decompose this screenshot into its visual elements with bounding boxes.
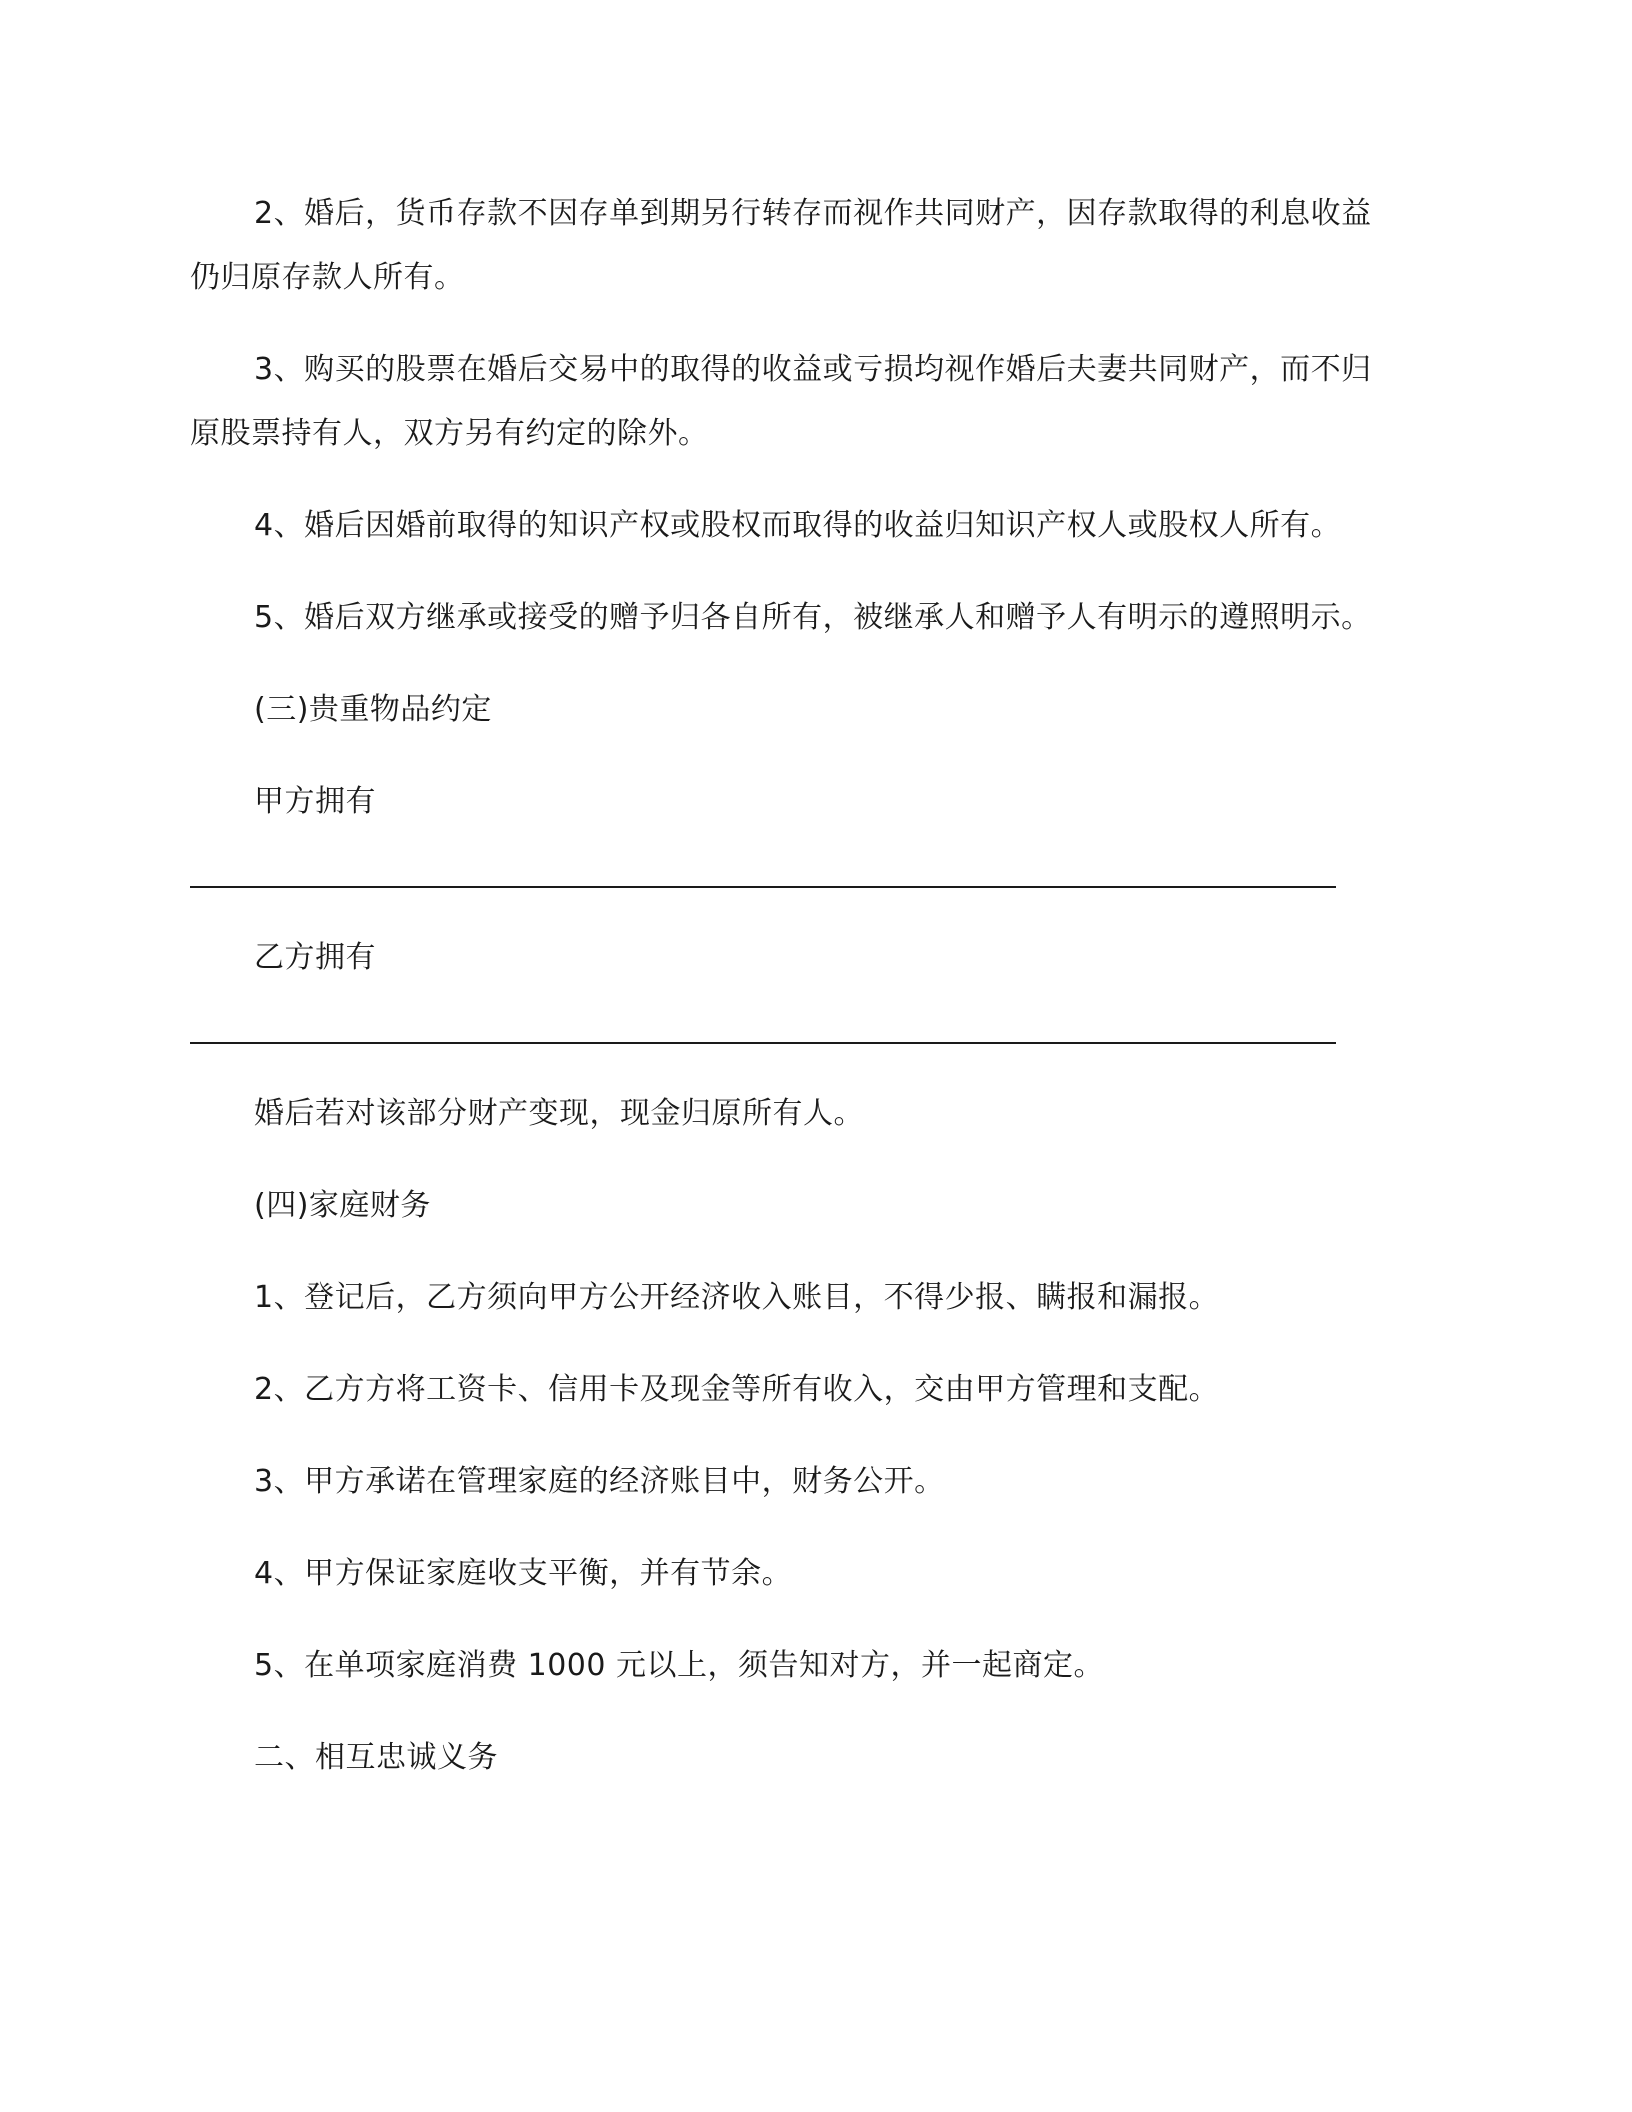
heading-family-finance: (四)家庭财务 [254,1188,431,1223]
paragraph-stock-line-2: 原股票持有人，双方另有约定的除外。 [190,416,709,451]
paragraph-inheritance: 5、婚后双方继承或接受的赠予归各自所有，被继承人和赠予人有明示的遵照明示。 [254,600,1372,635]
heading-mutual-loyalty: 二、相互忠诚义务 [254,1740,498,1775]
paragraph-stock-line-1: 3、购买的股票在婚后交易中的取得的收益或亏损均视作婚后夫妻共同财产，而不归 [254,352,1372,387]
finance-item-2: 2、乙方方将工资卡、信用卡及现金等所有收入，交由甲方管理和支配。 [254,1372,1220,1407]
finance-item-4: 4、甲方保证家庭收支平衡，并有节余。 [254,1556,793,1591]
paragraph-deposit-line-1: 2、婚后，货币存款不因存单到期另行转存而视作共同财产，因存款取得的利息收益 [254,196,1372,231]
finance-item-1: 1、登记后，乙方须向甲方公开经济收入账目，不得少报、瞒报和漏报。 [254,1280,1220,1315]
blank-line-party-a [190,886,1336,888]
finance-item-5: 5、在单项家庭消费 1000 元以上，须告知对方，并一起商定。 [254,1648,1105,1683]
heading-valuables: (三)贵重物品约定 [254,692,492,727]
finance-item-3: 3、甲方承诺在管理家庭的经济账目中，财务公开。 [254,1464,945,1499]
label-party-a-owns: 甲方拥有 [254,784,376,819]
paragraph-ip-income: 4、婚后因婚前取得的知识产权或股权而取得的收益归知识产权人或股权人所有。 [254,508,1342,543]
label-party-b-owns: 乙方拥有 [254,940,376,975]
blank-line-party-b [190,1042,1336,1044]
paragraph-deposit-line-2: 仍归原存款人所有。 [190,260,465,295]
paragraph-liquidation: 婚后若对该部分财产变现，现金归原所有人。 [254,1096,864,1131]
